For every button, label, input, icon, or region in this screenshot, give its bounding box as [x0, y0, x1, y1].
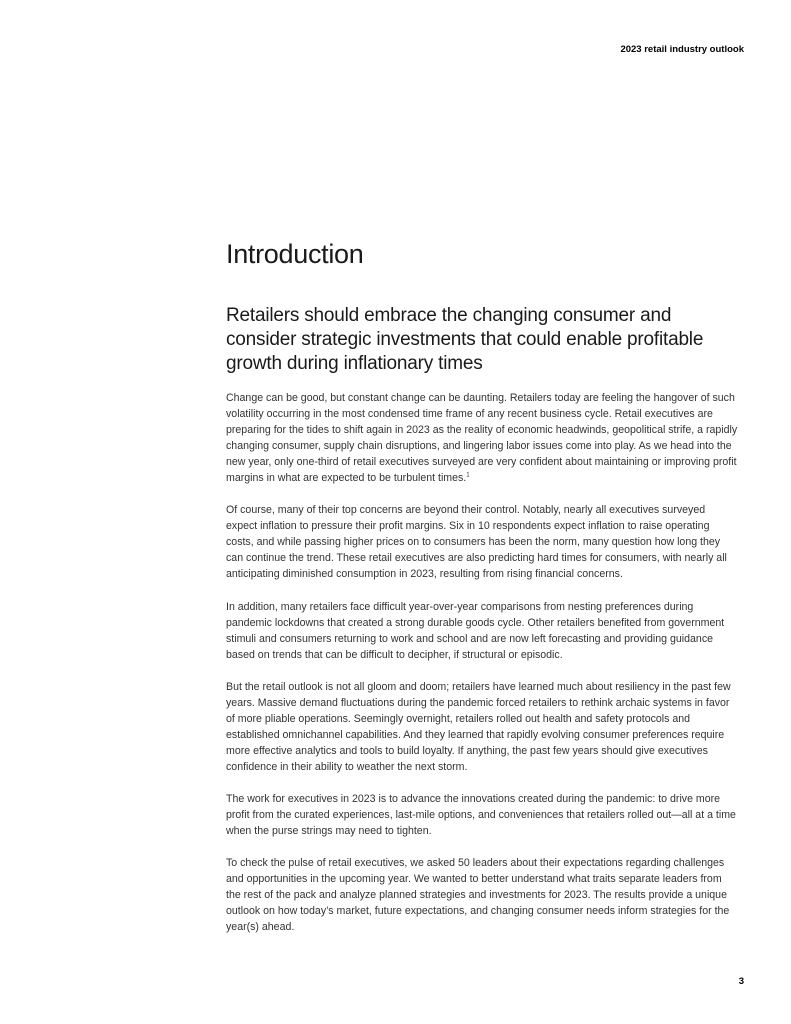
paragraph-1-text: Change can be good, but constant change can be daunting. Retailers today are feeling the hangover of such volatility occurring in the most condensed time frame of any recent business cycle. Retail executives are preparing for the tides to shift again in 2023 as the reality of economic headwinds, geopolitical strife, a rapidly changing consumer, supply chain disruptions, and lingering labor issues come into play. As we head into the new year, only one-third of retail executives surveyed are very confident about maintaining or improving profit margins in what are expected to be turbulent times. — [226, 392, 738, 485]
paragraph-1 — [226, 390, 738, 486]
running-header: 2023 retail industry outlook — [620, 44, 744, 55]
paragraph-3: In addition, many retailers face difficult year-over-year comparisons from nesting preferences during pandemic lockdowns that created a strong durable goods cycle. Other retailers benefited from government stimuli and consumers returning to work and school and are now left forecasting and providing guidance based on trends that can be difficult to decipher, if structural or episodic. — [226, 600, 725, 661]
paragraph-2: Of course, many of their top concerns are beyond their control. Notably, nearly all executives surveyed expect inflation to pressure their profit margins. Six in 10 respondents expect inflation to raise operating costs, and while passing higher prices on to consumers has been the norm, many question how long they can continue the trend. These retail executives are also predicting hard times for consumers, with nearly all anticipating diminished consumption in 2023, resulting from rising financial concerns. — [226, 504, 727, 581]
paragraph-4: But the retail outlook is not all gloom and doom; retailers have learned much about resiliency in the past few years. Massive demand fluctuations during the pandemic forced retailers to rethink archaic systems in favor of more pliable operations. Seemingly overnight, retailers rolled out health and safety protocols and established omnichannel capabilities. And they learned that rapidly evolving consumer preferences require more effective analytics and tools to build loyalty. If anything, the past few years should give executives confidence in their ability to weather the next storm. — [226, 680, 731, 773]
page-number: 3 — [738, 976, 744, 987]
main-content — [226, 236, 738, 951]
paragraph-6: To check the pulse of retail executives, we asked 50 leaders about their expectations regarding challenges and opportunities in the upcoming year. We wanted to better understand what traits separate leaders from the rest of the pack and analyze planned strategies and investments for 2023. The results provide a unique outlook on how today’s market, future expectations, and changing consumer needs inform strategies for the year(s) ahead. — [226, 857, 730, 934]
footnote-marker[interactable]: 1 — [466, 472, 470, 479]
paragraph-5: The work for executives in 2023 is to advance the innovations created during the pandemic: to drive more profit from the curated experiences, last-mile options, and conveniences that retailers rolled out—all at a time when the purse strings may need to tighten. — [226, 792, 736, 838]
page-title: Introduction — [226, 239, 364, 269]
section-subtitle: Retailers should embrace the changing consumer and consider strategic investments that could enable profitable growth during inflationary times — [226, 305, 704, 374]
